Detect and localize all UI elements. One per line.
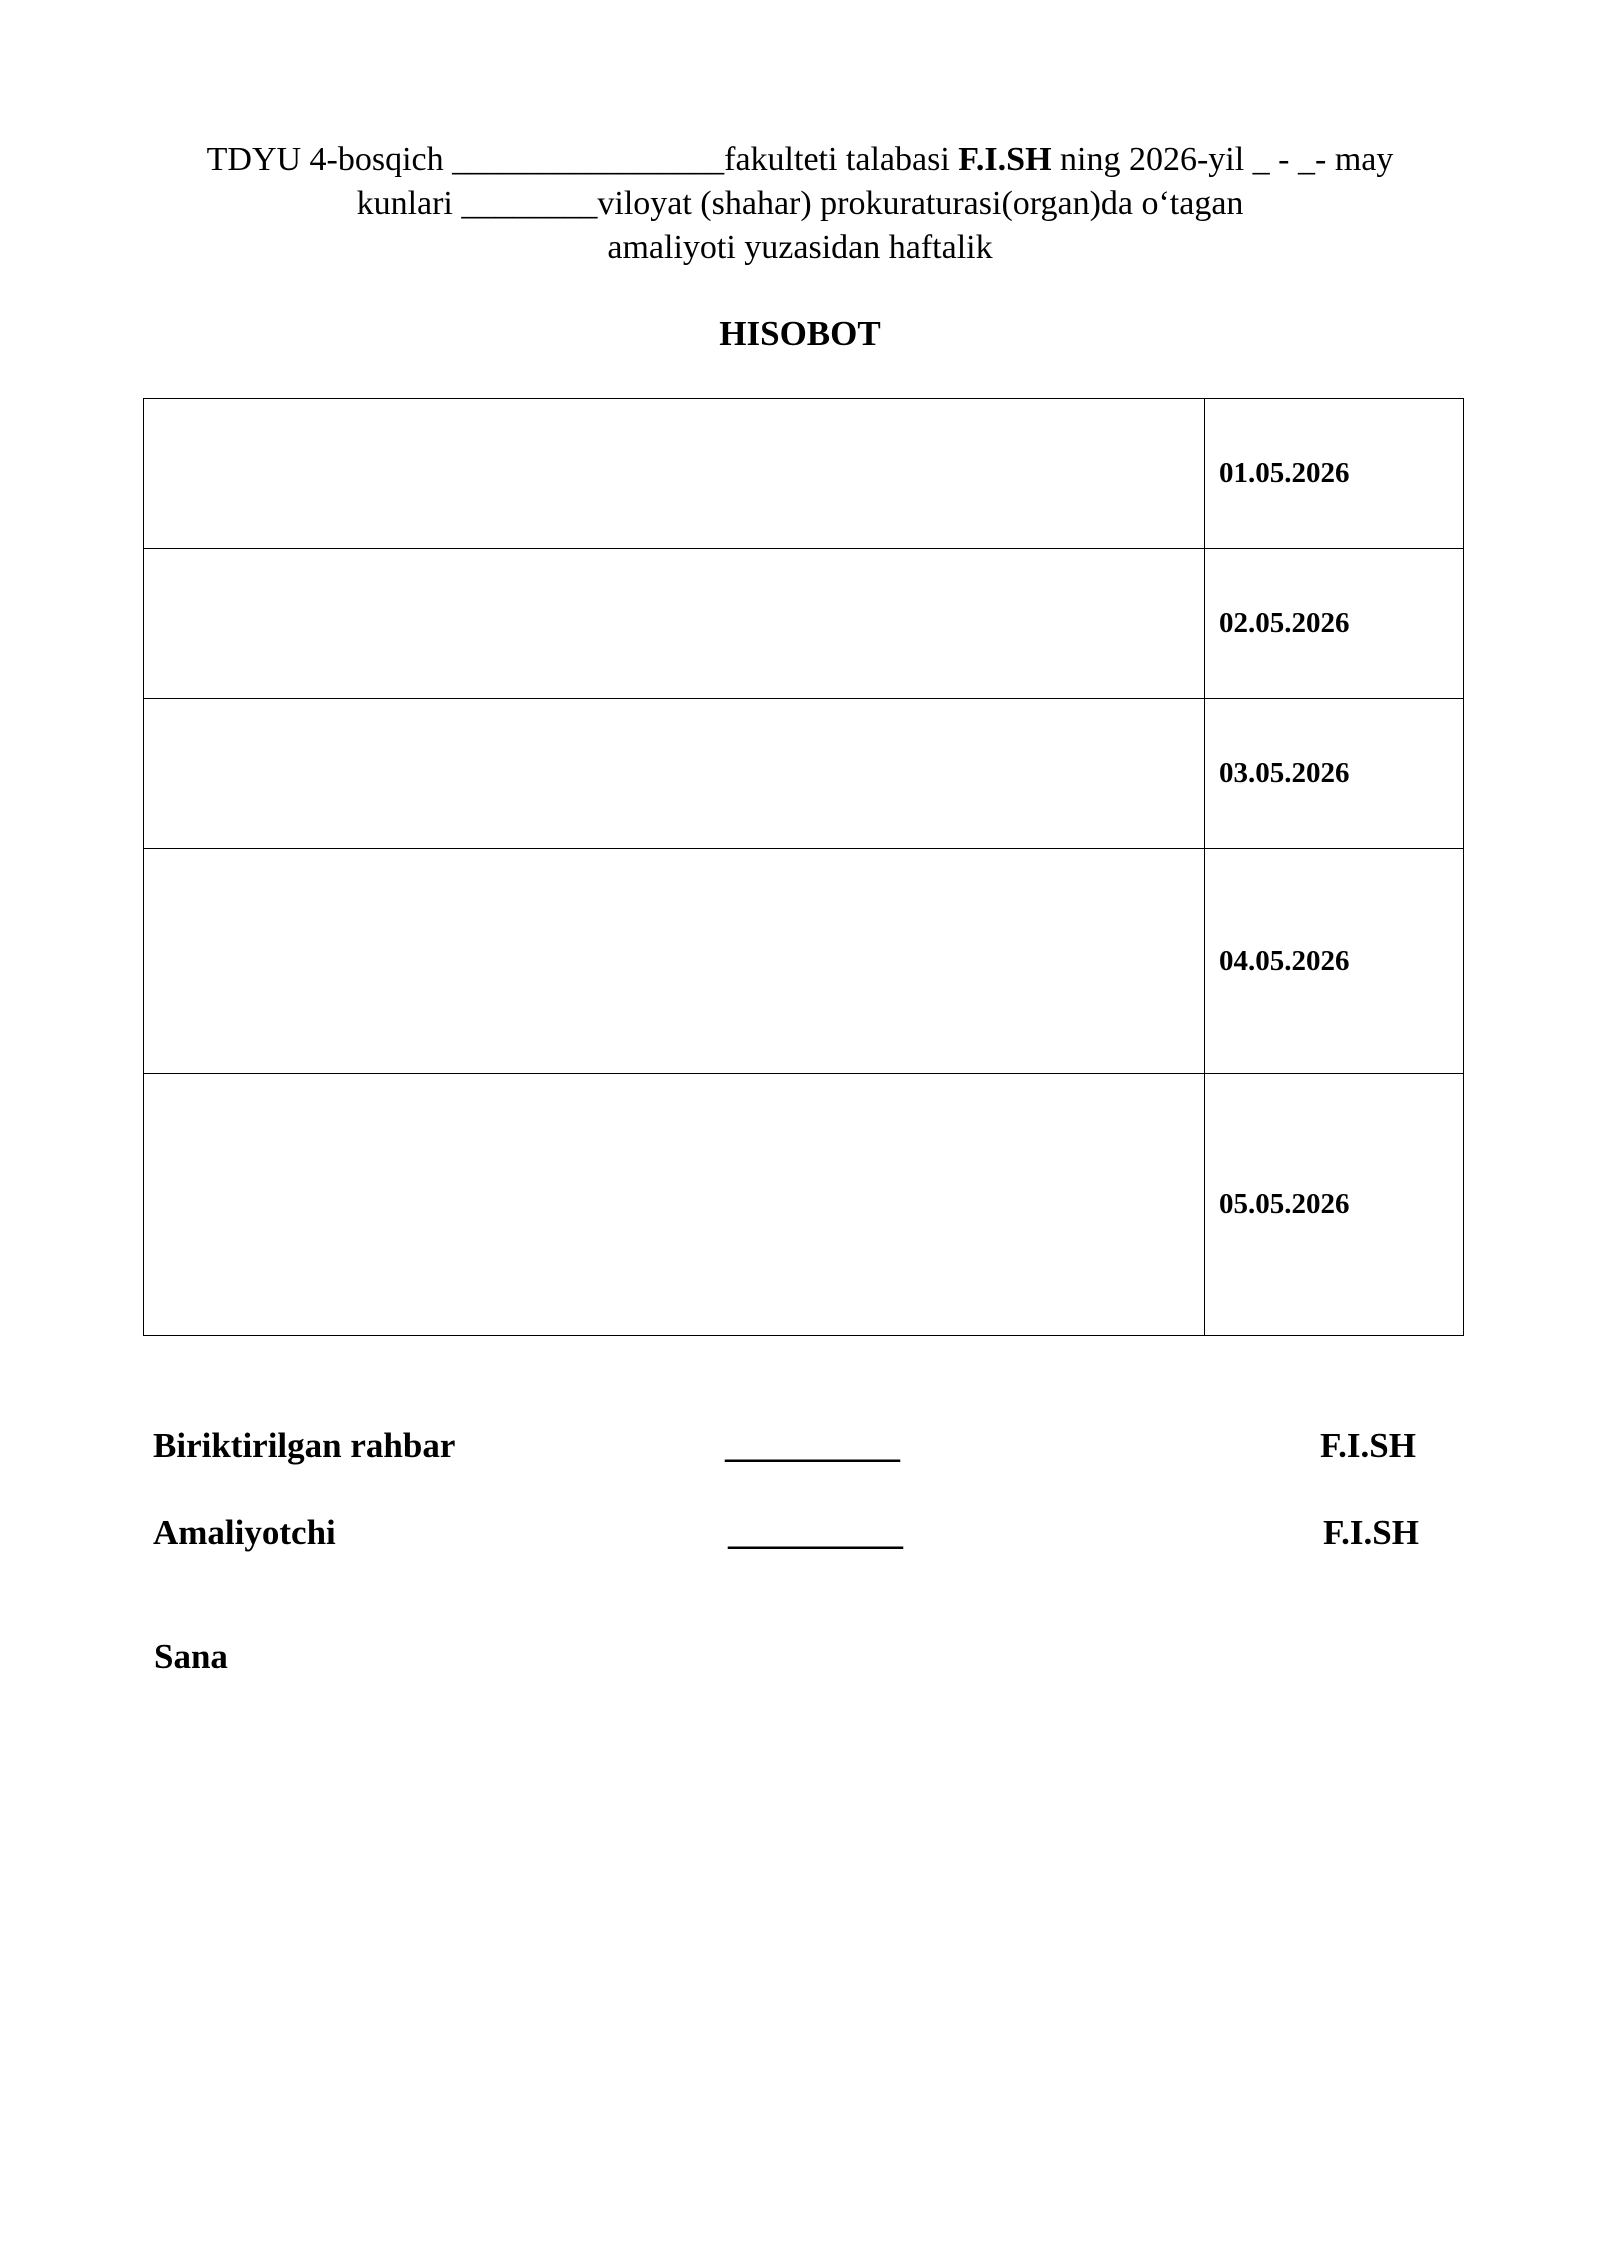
report-date-cell: 04.05.2026 xyxy=(1205,849,1464,1074)
document-header xyxy=(120,138,1480,270)
supervisor-label: Biriktirilgan rahbar xyxy=(153,1426,456,1465)
table-row xyxy=(144,699,1464,849)
table-row xyxy=(144,549,1464,699)
supervisor-name: F.I.SH xyxy=(1320,1426,1416,1465)
header-line-2: kunlari ________viloyat (shahar) prokuraturasi(organ)da o‘tagan xyxy=(356,185,1244,222)
header-line-1-end: ning 2026-yil _ - _- may xyxy=(1051,141,1394,178)
report-entry-cell[interactable] xyxy=(144,1074,1205,1336)
report-date-cell: 01.05.2026 xyxy=(1205,399,1464,549)
report-date-cell: 05.05.2026 xyxy=(1205,1074,1464,1336)
table-row xyxy=(144,849,1464,1074)
report-entry-cell[interactable] xyxy=(144,399,1205,549)
report-date-cell: 02.05.2026 xyxy=(1205,549,1464,699)
document-title: HISOBOT xyxy=(719,314,881,353)
report-entry-cell[interactable] xyxy=(144,849,1205,1074)
report-table xyxy=(143,398,1464,1336)
report-entry-cell[interactable] xyxy=(144,699,1205,849)
trainee-name: F.I.SH xyxy=(1323,1513,1419,1552)
supervisor-signature-line: __________ xyxy=(725,1426,900,1465)
date-label: Sana xyxy=(154,1637,228,1676)
table-row xyxy=(144,1074,1464,1336)
header-line-1 xyxy=(120,138,1480,182)
header-line-3: amaliyoti yuzasidan haftalik xyxy=(607,229,993,266)
trainee-label: Amaliyotchi xyxy=(153,1513,336,1552)
report-date-cell: 03.05.2026 xyxy=(1205,699,1464,849)
table-row xyxy=(144,399,1464,549)
report-entry-cell[interactable] xyxy=(144,549,1205,699)
header-student-name: F.I.SH xyxy=(958,141,1052,178)
header-line-1-start: TDYU 4-bosqich ________________fakulteti talabasi xyxy=(206,141,959,178)
trainee-signature-line: __________ xyxy=(728,1513,903,1552)
